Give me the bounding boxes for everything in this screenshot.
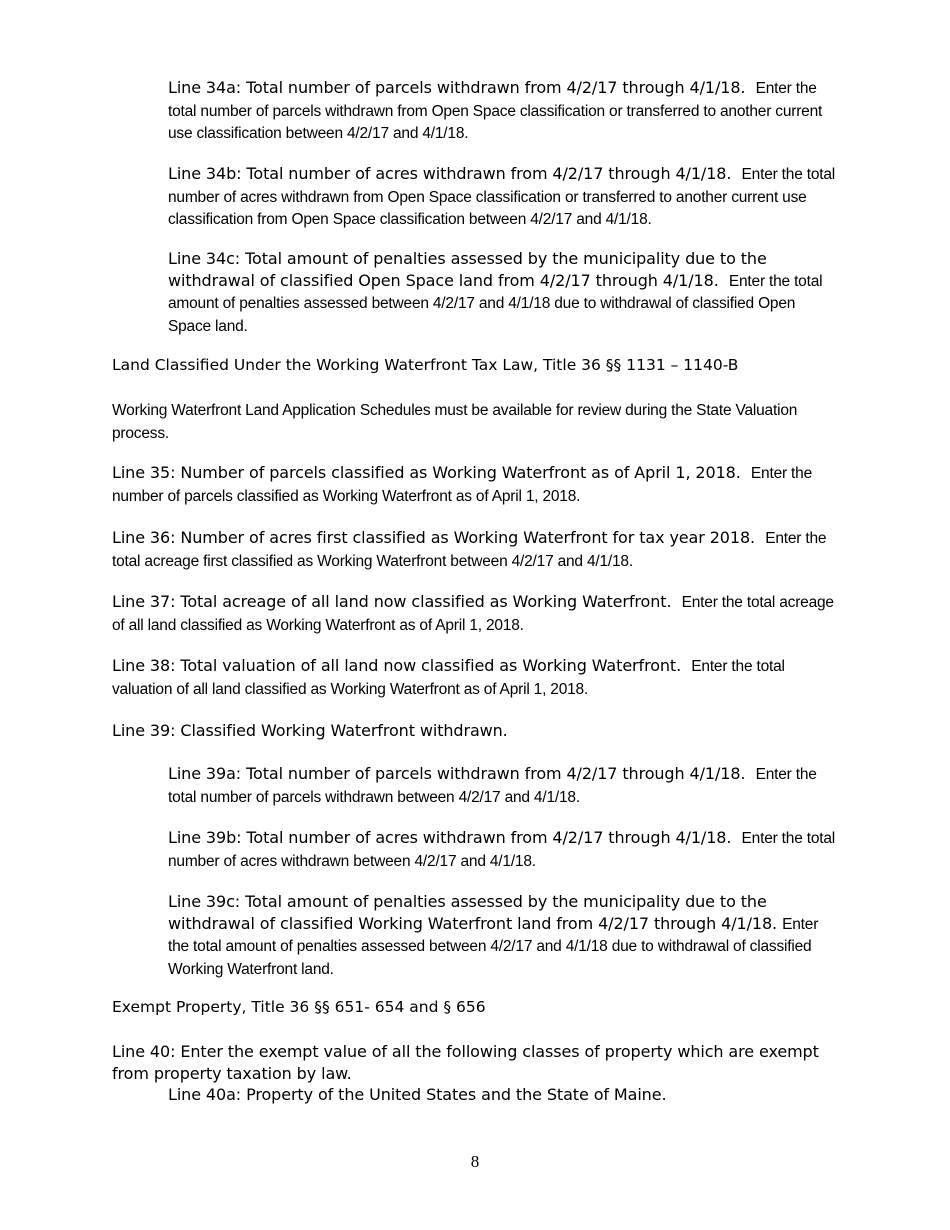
line-38-heading: Line 38: Total valuation of all land now classified as Working Waterfront. <box>112 656 682 675</box>
line-39-paragraph <box>112 720 840 742</box>
working-waterfront-note <box>112 399 840 444</box>
line-40-paragraph <box>112 1041 840 1084</box>
line-34c-instructions: Enter the total amount of penalties assessed between 4/2/17 and 4/1/18 due to withdrawal of classified Open Space land. <box>168 272 823 335</box>
line-39b-heading: Line 39b: Total number of acres withdrawn from 4/2/17 through 4/1/18. <box>168 828 732 847</box>
page-number: 8 <box>470 1152 480 1171</box>
working-waterfront-section-heading: Land Classified Under the Working Waterfront Tax Law, Title 36 §§ 1131 – 1140-B <box>112 356 739 374</box>
line-34b-heading: Line 34b: Total number of acres withdrawn from 4/2/17 through 4/1/18. <box>168 164 732 183</box>
line-40a-paragraph <box>168 1084 838 1106</box>
line-34a-heading: Line 34a: Total number of parcels withdrawn from 4/2/17 through 4/1/18. <box>168 78 746 97</box>
line-36-instructions: Enter the total acreage first classified as Working Waterfront between 4/2/17 and 4/1/18. <box>112 530 827 570</box>
line-36-paragraph <box>112 527 840 572</box>
line-39b-paragraph <box>168 827 838 872</box>
line-40a-heading: Line 40a: Property of the United States and the State of Maine. <box>168 1085 667 1104</box>
line-34a-paragraph <box>168 77 838 145</box>
working-waterfront-note-text: Working Waterfront Land Application Schedules must be available for review during the State Valuation process. <box>112 402 798 442</box>
line-34b-paragraph <box>168 163 838 231</box>
line-34a-instructions: Enter the total number of parcels withdrawn from Open Space classification or transferred to another current use classification between 4/2/17 and 4/1/18. <box>168 80 823 142</box>
exempt-property-section-heading: Exempt Property, Title 36 §§ 651- 654 and § 656 <box>112 998 486 1016</box>
line-37-paragraph <box>112 591 840 636</box>
line-40-heading: Line 40: Enter the exempt value of all the following classes of property which are exempt from property taxation by law. <box>112 1042 819 1083</box>
line-39a-heading: Line 39a: Total number of parcels withdrawn from 4/2/17 through 4/1/18. <box>168 764 746 783</box>
line-34c-paragraph <box>168 248 838 337</box>
line-39a-instructions: Enter the total number of parcels withdrawn between 4/2/17 and 4/1/18. <box>168 766 817 806</box>
line-34b-instructions: Enter the total number of acres withdrawn from Open Space classification or transferred to another current use classification from Open Space classification between 4/2/17 and 4/1/18. <box>168 166 836 228</box>
line-35-heading: Line 35: Number of parcels classified as Working Waterfront as of April 1, 2018. <box>112 463 741 482</box>
line-37-instructions: Enter the total acreage of all land classified as Working Waterfront as of April 1, 2018. <box>112 594 834 634</box>
line-37-heading: Line 37: Total acreage of all land now classified as Working Waterfront. <box>112 592 672 611</box>
line-35-paragraph <box>112 462 840 507</box>
line-39c-heading: Line 39c: Total amount of penalties assessed by the municipality due to the withdrawal of classified Working Waterfront land from 4/2/17 through 4/1/18. <box>168 892 778 933</box>
line-35-instructions: Enter the number of parcels classified as Working Waterfront as of April 1, 2018. <box>112 465 813 505</box>
line-38-paragraph <box>112 655 840 700</box>
line-38-instructions: Enter the total valuation of all land classified as Working Waterfront as of April 1, 2018. <box>112 658 785 698</box>
line-36-heading: Line 36: Number of acres first classified as Working Waterfront for tax year 2018. <box>112 528 756 547</box>
line-39b-instructions: Enter the total number of acres withdrawn between 4/2/17 and 4/1/18. <box>168 830 836 870</box>
line-39c-paragraph <box>168 891 838 980</box>
line-39-heading: Line 39: Classified Working Waterfront withdrawn. <box>112 721 508 740</box>
line-34c-heading: Line 34c: Total amount of penalties assessed by the municipality due to the withdrawal of classified Open Space land from 4/2/17 through 4/1/18. <box>168 249 767 290</box>
line-39a-paragraph <box>168 763 838 808</box>
line-39c-instructions: Enter the total amount of penalties assessed between 4/2/17 and 4/1/18 due to withdrawal of classified Working Waterfront land. <box>168 915 819 978</box>
